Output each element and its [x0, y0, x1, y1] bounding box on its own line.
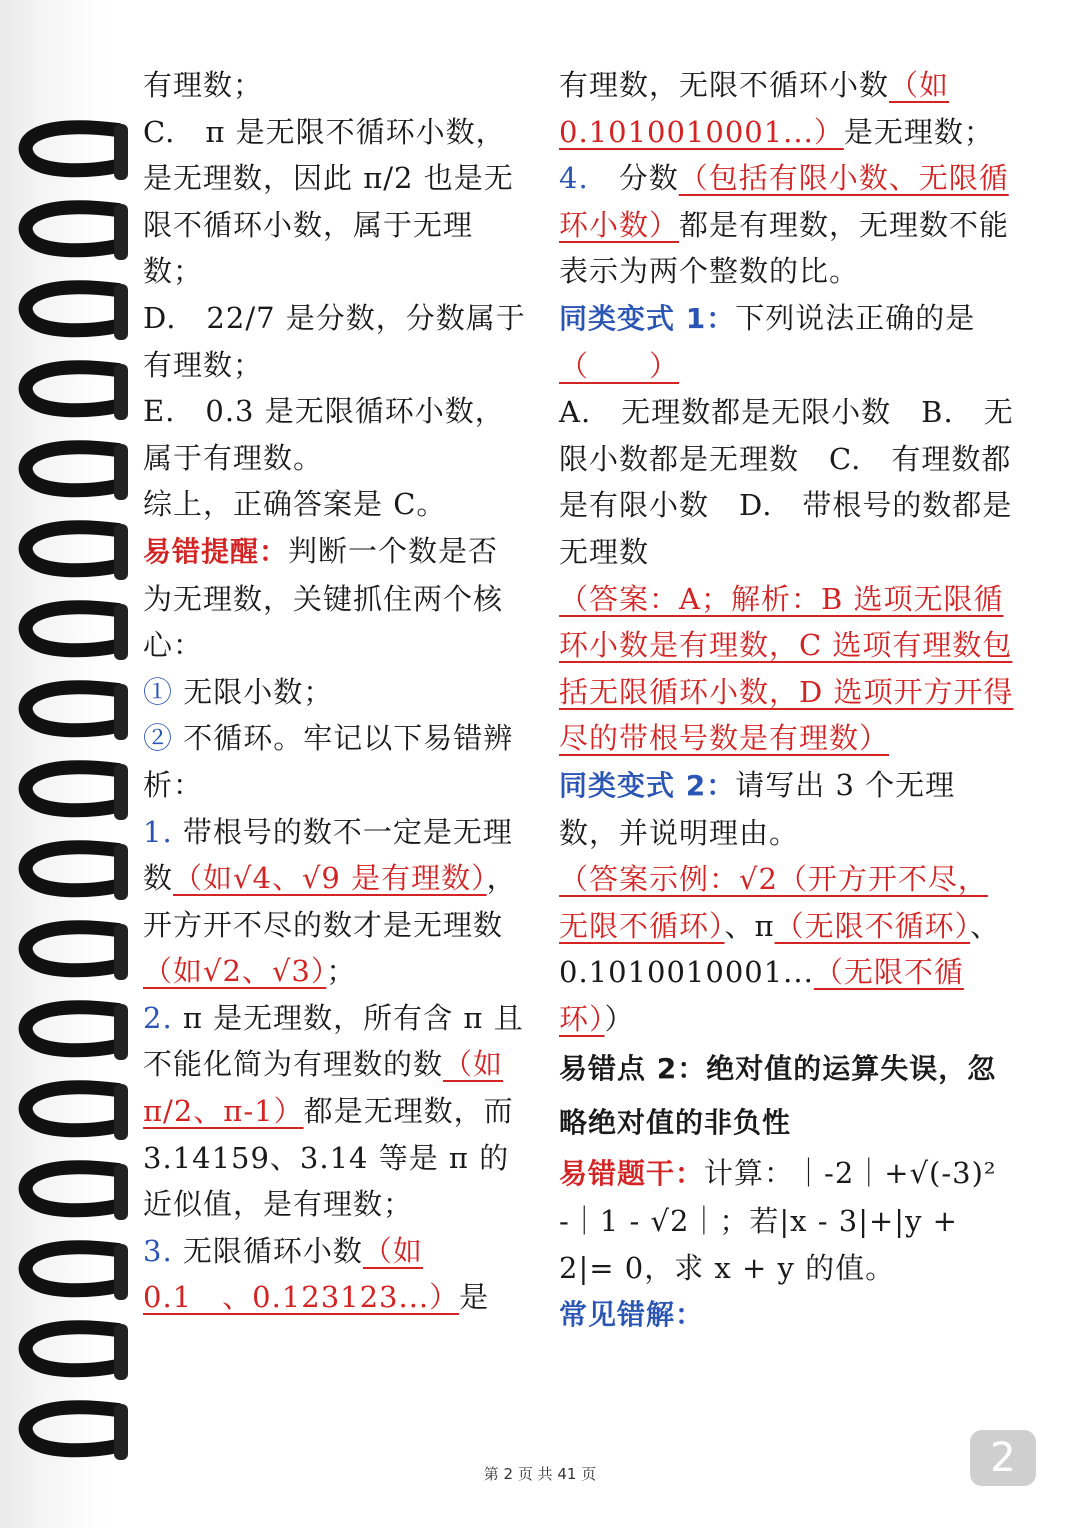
binding-ring [18, 520, 128, 584]
variant-1-options: A. 无理数都是无限小数 B. 无限小数都是无理数 C. 有理数都是有限小数 D. 带根号的数都是无理数 [559, 395, 1014, 569]
error-question [559, 1150, 1014, 1291]
variant-2-answer [559, 856, 1014, 1042]
item-number: 4. [559, 161, 589, 196]
item-example: （如 π/2、π-1） [143, 1047, 504, 1129]
core-number: ② [143, 721, 174, 756]
item-example: （包括有限小数、无限循环小数） [559, 161, 1009, 242]
answer-part: （无限不循环） [774, 908, 971, 943]
answer-part: ） [604, 1001, 635, 1036]
left-column [143, 62, 528, 1321]
page-number-badge: 2 [970, 1430, 1036, 1486]
core-point-2 [143, 715, 528, 808]
common-errors [559, 1291, 1014, 1339]
analysis-item-4 [559, 155, 1014, 295]
error-tip-text: 判断一个数是否为无理数，关键抓住两个核心： [143, 533, 504, 663]
item-number: 1. [143, 814, 173, 849]
error-tip [143, 528, 528, 669]
item-text: 是无理数； [843, 114, 994, 149]
item-text: 分数 [618, 161, 679, 196]
item-example: （如√2、√3） [143, 954, 327, 989]
binding-ring [18, 120, 128, 184]
spiral-binding [0, 80, 140, 1480]
error-tip-label: 易错提醒： [143, 534, 289, 568]
page-footer: 第 2 页 共 41 页 [483, 1465, 597, 1483]
answer-blank: （ ） [559, 348, 680, 383]
binding-ring [18, 1160, 128, 1224]
binding-ring [18, 680, 128, 744]
variant-2-text: 请写出 3 个无理数，并说明理由。 [559, 767, 956, 850]
variant-2-label: 同类变式 2： [559, 768, 736, 802]
conclusion: 综上，正确答案是 C。 [143, 487, 447, 522]
binding-ring [18, 1400, 128, 1464]
core-point-1 [143, 669, 528, 716]
binding-ring [18, 360, 128, 424]
binding-ring [18, 200, 128, 264]
item-number: 3. [143, 1233, 173, 1268]
variant-1-text: 下列说法正确的是 [735, 300, 976, 335]
common-errors-label: 常见错解： [559, 1298, 705, 1332]
item-number: 2. [143, 1000, 173, 1035]
core-text: 无限小数； [183, 674, 334, 709]
core-text: 不循环。牢记以下易错辨析： [143, 721, 514, 802]
item-text: 都是无理数，而 3.14159、3.14 等是 π 的近似值，是有理数； [143, 1094, 514, 1222]
item-text: 无限循环小数 [182, 1233, 363, 1268]
answer-part: （答案示例：√2（开方开不尽，无限不循环） [559, 862, 988, 943]
binding-ring [18, 1080, 128, 1144]
binding-ring [18, 440, 128, 504]
item-text: 带根号的数不一定是无理数 [143, 814, 513, 896]
answer-part: 、π [724, 908, 775, 943]
item-text: π 是无理数，所有含 π 且不能化简为有理数的数 [143, 1000, 524, 1082]
binding-ring [18, 600, 128, 664]
option-e-explanation: E. 0.3 是无限循环小数，属于有理数。 [143, 394, 505, 475]
item-text: ； [326, 954, 357, 989]
analysis-item-3 [143, 1228, 528, 1321]
error-question-text: 计算：｜-2｜+√(-3)² -｜1 - √2｜；若|x - 3|+|y + 2|= 0，求 x + y 的值。 [559, 1156, 997, 1285]
item-text: 有理数，无限不循环小数 [559, 68, 890, 102]
text-line: 有理数； [143, 68, 264, 102]
variant-1-answer: （答案：A；解析：B 选项无限循环小数是有理数，C 选项有理数包括无限循环小数，D 选项开方开得尽的带根号数是有理数） [559, 581, 1014, 756]
item-text: 是 [459, 1280, 490, 1315]
answer-part: 、0.1010010001... [559, 908, 1001, 990]
item-example: （如 0.1 、0.123123...） [143, 1233, 460, 1315]
item-text: ，开方开不尽的数才是无理数 [143, 861, 517, 942]
analysis-item-3-cont [559, 62, 1014, 155]
item-example: （如 0.1010010001...） [559, 68, 950, 149]
item-example: （如√4、√9 是有理数） [173, 861, 487, 896]
error-point-2-title: 易错点 2：绝对值的运算失误，忽略绝对值的非负性 [559, 1052, 997, 1140]
binding-ring [18, 920, 128, 984]
variant-1-question [559, 295, 1014, 389]
item-text: 都是有理数，无理数不能表示为两个整数的比。 [559, 207, 1010, 289]
binding-ring [18, 1000, 128, 1064]
answer-part: （无限不循环） [559, 955, 964, 1036]
binding-ring [18, 1320, 128, 1384]
variant-2-question [559, 762, 1014, 856]
binding-ring [18, 280, 128, 344]
option-d-explanation: D. 22/7 是分数，分数属于有理数； [143, 300, 526, 382]
analysis-item-1 [143, 809, 528, 995]
core-number: ① [143, 674, 174, 709]
option-c-explanation: C. π 是无限不循环小数，是无理数，因此 π/2 也是无限不循环小数，属于无理数； [143, 114, 514, 289]
binding-ring [18, 760, 128, 824]
error-question-label: 易错题干： [559, 1157, 705, 1191]
right-column [559, 62, 1014, 1339]
variant-1-label: 同类变式 1： [559, 301, 736, 335]
binding-ring [18, 840, 128, 904]
binding-ring [18, 1240, 128, 1304]
analysis-item-2 [143, 995, 528, 1228]
